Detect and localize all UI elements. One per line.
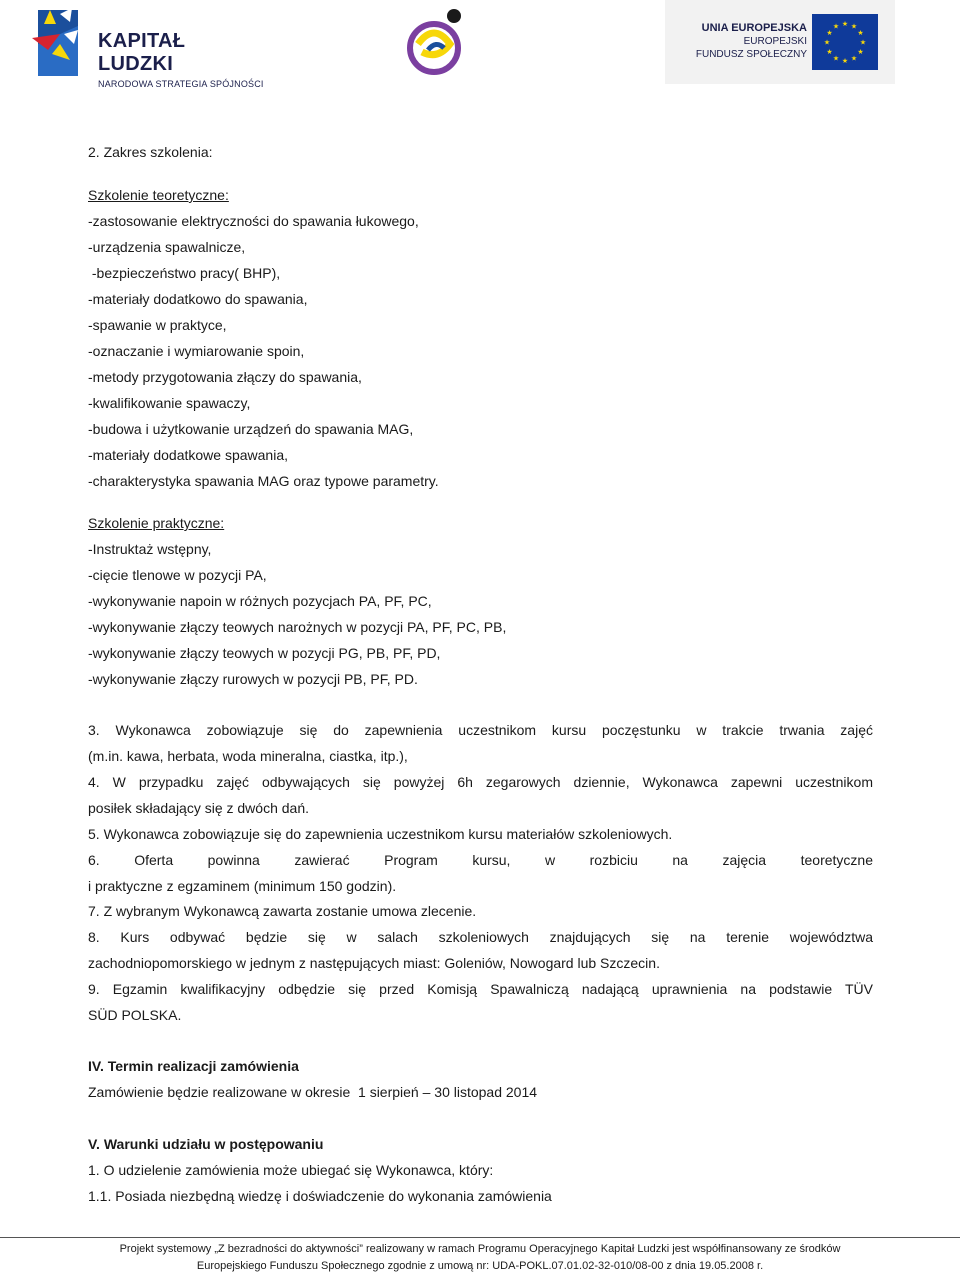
practice-item: -Instruktaż wstępny, bbox=[88, 541, 212, 557]
practice-item: -wykonywanie złączy teowych narożnych w pozycji PA, PF, PC, PB, bbox=[88, 619, 507, 635]
theory-item: -budowa i użytkowanie urządzeń do spawania MAG, bbox=[88, 421, 414, 437]
section-5-item-1: 1. O udzielenie zamówienia może ubiegać się Wykonawca, który: bbox=[88, 1162, 494, 1178]
point-3-line-1: 3. Wykonawca zobowiązuje się do zapewnienia uczestnikom kursu poczęstunku w trakcie trwania zajęć bbox=[88, 722, 873, 738]
theory-item: -zastosowanie elektryczności do spawania łukowego, bbox=[88, 213, 419, 229]
theory-item: -materiały dodatkowo do spawania, bbox=[88, 291, 308, 307]
eu-line-2: EUROPEJSKI bbox=[743, 36, 807, 47]
theory-item: -spawanie w praktyce, bbox=[88, 317, 227, 333]
svg-text:★: ★ bbox=[841, 20, 849, 28]
page-footer bbox=[0, 1237, 960, 1275]
theory-item: -metody przygotowania złączy do spawania, bbox=[88, 369, 362, 385]
theory-item: -oznaczanie i wymiarowanie spoin, bbox=[88, 343, 305, 359]
theory-item: -kwalifikowanie spawaczy, bbox=[88, 395, 251, 411]
section-2-heading: 2. Zakres szkolenia: bbox=[88, 144, 213, 160]
eu-line-3: FUNDUSZ SPOŁECZNY bbox=[695, 49, 807, 60]
eu-flag-icon bbox=[812, 14, 878, 70]
section-4-heading: IV. Termin realizacji zamówienia bbox=[88, 1058, 299, 1074]
point-8-line-2: zachodniopomorskiego w jednym z następujących miast: Goleniów, Nowogard lub Szczecin. bbox=[88, 955, 660, 971]
practice-item: -wykonywanie złączy rurowych w pozycji PB, PF, PD. bbox=[88, 671, 418, 687]
point-4-line-2: posiłek składający się z dwóch dań. bbox=[88, 800, 310, 816]
project-logo bbox=[398, 4, 470, 84]
point-8-line-1: 8. Kurs odbywać będzie się w salach szkoleniowych znajdujących się na terenie województwa bbox=[88, 929, 873, 945]
svg-text:★: ★ bbox=[857, 48, 864, 56]
page-header bbox=[0, 0, 960, 90]
practice-item: -wykonywanie złączy teowych w pozycji PG, PB, PF, PD, bbox=[88, 645, 441, 661]
practice-item: -wykonywanie napoin w różnych pozycjach PA, PF, PC, bbox=[88, 593, 432, 609]
point-9-line-2: SÜD POLSKA. bbox=[88, 1007, 182, 1023]
svg-text:★: ★ bbox=[850, 22, 858, 31]
point-7: 7. Z wybranym Wykonawcą zawarta zostanie umowa zlecenie. bbox=[88, 903, 477, 919]
svg-text:★: ★ bbox=[850, 54, 858, 63]
section-5-item-1-1: 1.1. Posiada niezbędną wiedzę i doświadczenie do wykonania zamówienia bbox=[88, 1188, 552, 1204]
theory-heading: Szkolenie teoretyczne: bbox=[88, 187, 229, 203]
theory-item: -urządzenia spawalnicze, bbox=[88, 239, 246, 255]
kapital-ludzki-title: KAPITAŁ LUDZKI bbox=[98, 30, 186, 75]
point-6-line-2: i praktyczne z egzaminem (minimum 150 godzin). bbox=[88, 878, 397, 894]
svg-text:★: ★ bbox=[832, 54, 840, 63]
section-5-heading: V. Warunki udziału w postępowaniu bbox=[88, 1136, 324, 1152]
point-5: 5. Wykonawca zobowiązuje się do zapewnienia uczestnikom kursu materiałów szkoleniowych. bbox=[88, 826, 673, 842]
svg-text:★: ★ bbox=[857, 29, 864, 37]
kapital-ludzki-logo bbox=[30, 4, 265, 89]
eu-logo bbox=[665, 0, 895, 84]
point-4-line-1: 4. W przypadku zajęć odbywających się powyżej 6h zegarowych dziennie, Wykonawca zapewni uczestnikom bbox=[88, 774, 873, 790]
svg-text:★: ★ bbox=[859, 38, 867, 47]
theory-item: -charakterystyka spawania MAG oraz typowe parametry. bbox=[88, 473, 439, 489]
svg-text:★: ★ bbox=[841, 57, 849, 65]
eu-line-1: UNIA EUROPEJSKA bbox=[701, 22, 807, 34]
footer-line-1: Projekt systemowy „Z bezradności do aktywności” realizowany w ramach Programu Operacyjnego Kapitał Ludzki jest współfinansowany ze środków bbox=[119, 1243, 841, 1255]
practice-heading: Szkolenie praktyczne: bbox=[88, 515, 225, 531]
point-6-line-1: 6. Oferta powinna zawierać Program kursu, w rozbiciu na zajęcia teoretyczne bbox=[88, 852, 873, 868]
point-9-line-1: 9. Egzamin kwalifikacyjny odbędzie się przed Komisją Spawalniczą nadającą uprawnienia na podstawie TÜV bbox=[88, 981, 873, 997]
svg-text:★: ★ bbox=[826, 48, 833, 56]
theory-item: -materiały dodatkowe spawania, bbox=[88, 447, 288, 463]
point-3-line-2: (m.in. kawa, herbata, woda mineralna, ciastka, itp.), bbox=[88, 748, 408, 764]
svg-text:★: ★ bbox=[832, 22, 840, 31]
kapital-ludzki-emblem-icon bbox=[30, 4, 90, 82]
project-emblem-icon bbox=[398, 4, 470, 84]
practice-item: -cięcie tlenowe w pozycji PA, bbox=[88, 567, 267, 583]
svg-text:★: ★ bbox=[826, 29, 833, 37]
svg-text:★: ★ bbox=[823, 38, 831, 47]
footer-line-2: Europejskiego Funduszu Społecznego zgodnie z umową nr: UDA-POKL.07.01.02-32-010/08-00 z dnia 19.05.2008 r. bbox=[196, 1260, 764, 1272]
theory-item: -bezpieczeństwo pracy( BHP), bbox=[88, 265, 281, 281]
section-4-text: Zamówienie będzie realizowane w okresie 1 sierpień – 30 listopad 2014 bbox=[88, 1084, 538, 1100]
kapital-ludzki-subtitle: NARODOWA STRATEGIA SPÓJNOŚCI bbox=[98, 79, 264, 89]
